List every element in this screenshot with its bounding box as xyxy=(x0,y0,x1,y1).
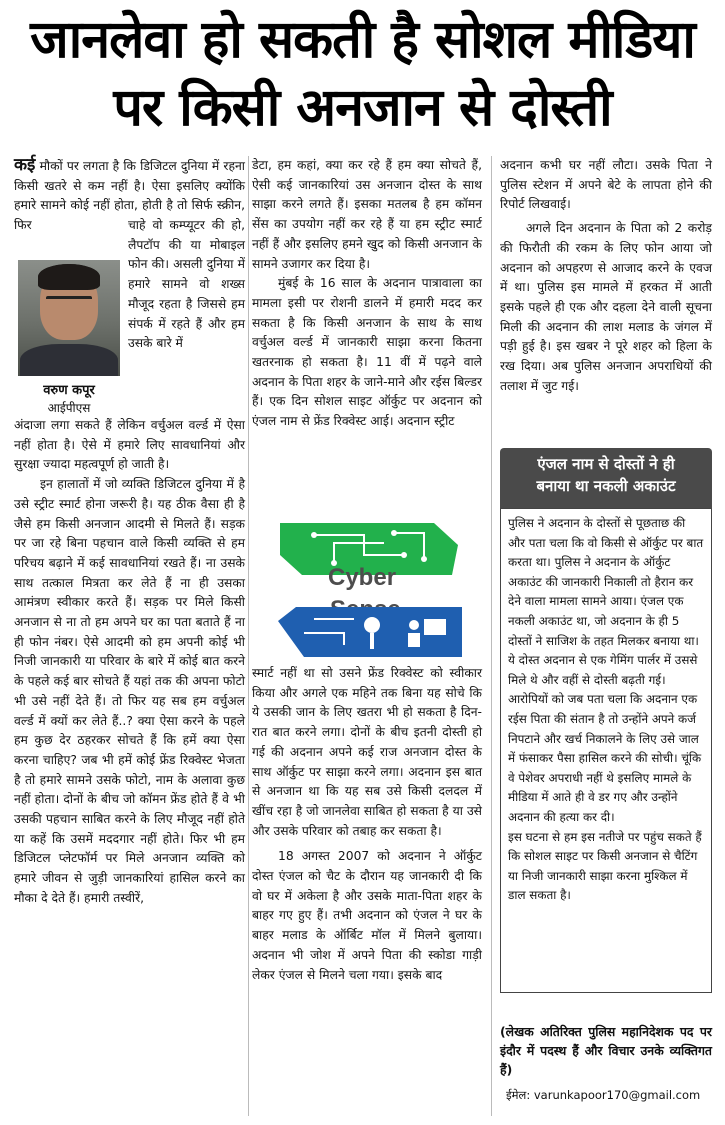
author-name: वरुण कपूर xyxy=(43,383,95,398)
col2-paragraph-1: डेटा, हम कहां, क्या कर रहे हैं हम क्या सोचते हैं, ऐसी कई जानकारियां उस अनजान दोस्त के साथ साझा करने लगते हैं। इसका मतलब है हम कॉमन सेंस का उपयोग नहीं कर रहे हैं या हम स्ट्रीट स्मार्ट नहीं हैं और इसलिए हमने खुद को किसी अनजान के सामने उजागर कर दिया है। xyxy=(252,158,482,271)
sidebar-title-line-2: बनाया था नकली अकाउंट xyxy=(536,477,676,495)
sidebar-paragraph-2: इस घटना से हम इस नतीजे पर पहुंच सकते हैं कि सोशल साइट पर किसी अनजान से चैटिंग या निजी जानकारी साझा करना मुश्किल में डाल सकता है। xyxy=(508,829,702,903)
author-title: आईपीएस xyxy=(47,401,91,415)
column-3-top xyxy=(500,156,712,396)
graphic-word-cyber: Cyber xyxy=(328,564,397,591)
author-email-line xyxy=(506,1088,712,1103)
col1-paragraph-2: इन हालातों में जो व्यक्ति डिजिटल दुनिया में है उसे स्ट्रीट स्मार्ट होना जरूरी है। यह ठीक वैसा ही है जैसे हम किसी अनजान आदमी से मिलते हैं। सड़क पर जा रहे बिना पहचान वाले किसी व्यक्ति से हम परिचय बढ़ाने में कई सावधानियां रखते हैं। ना उसके साथ तत्काल मित्रता कर लेते हैं ना ही उसका आमंत्रण स्वीकार करते हैं। सड़क पर मिले किसी अनजान से ना तो हम अपने घर का पता बताते हैं ना ही फोन नंबर। ऐसे आदमी को हम अपनी कोई भी निजी जानकारी या परिवार के बारे में कोई बात करने के पहले कई बार सोचते हैं यहां तक की अपना फोटो भी उसे नहीं देते हैं। तो फिर यह सब हम वर्चुअल वर्ल्ड में क्यों कर लेते हैं..? क्या ऐसा करने के पहले हम कुछ देर ठहरकर सोचते हैं कि हमें क्या ऐसा करना चाहिए? जब भी हमें कोई फ्रेंड रिक्वेस्ट भेजता है तो हमारे सामने उसके फोटो, नाम के अलावा कुछ नहीं होता। दोनों के बीच जो कॉमन फ्रेंड होते हैं वे भी उसकी पहचान साबित करने के लिए मौजूद नहीं होते या कहें कि उसमें मददगार नहीं होते। फिर भी हम डिजिटल प्लेटफॉर्म पर मिले अनजान व्यक्ति को हमारे जीवन से जुड़ी जानकारियां हासिल करने का मौका दे देते हैं। हमारी तस्वीरें, xyxy=(14,477,245,905)
author-photo xyxy=(18,260,120,376)
col2-paragraph-2: मुंबई के 16 साल के अदनान पात्रावाला का मामला इसी पर रोशनी डालने में हमारी मदद कर सकता है कि किसी अनजान के साथ के साथ वर्चुअल वर्ल्ड में जानकारी साझा करना कितना खतरनाक हो सकता है। 11 वीं में पढ़ने वाले अदनान के पिता शहर के जाने-माने और रईस बिल्डर हैं। एक दिन सोशल साइट ऑर्कुट पर अदनान को एंजल नाम से फ्रेंड रिक्वेस्ट आई। अदनान स्ट्रीट xyxy=(252,276,482,429)
col1-wrap-paragraph: चाहे वो कम्प्यूटर की हो, लैपटॉप की या मोबाइल फोन की। असली दुनिया में हमारे सामने वो शख्स मौजूद रहता है जिससे हम संपर्क में रहते हैं और हम उसके बारे में xyxy=(128,218,245,351)
col1-after-wrap: अंदाजा लगा सकते हैं लेकिन वर्चुअल वर्ल्ड में ऐसा नहीं होता है। ऐसे में हमारे लिए सावधानियां और सुरक्षा ज्यादा महत्वपूर्ण हो जाती है। xyxy=(14,418,245,472)
author-footnote: (लेखक अतिरिक्त पुलिस महानिदेशक पद पर इंदौर में पदस्थ हैं और विचार उनके व्यक्तिगत हैं) xyxy=(500,1024,712,1077)
column-2-bottom xyxy=(252,664,482,985)
col3-paragraph-1: अदनान कभी घर नहीं लौटा। उसके पिता ने पुलिस स्टेशन में अपने बेटे के लापता होने की रिपोर्ट लिखवाई। xyxy=(500,158,712,212)
sidebar-text xyxy=(508,514,704,906)
col3-paragraph-2: अगले दिन अदनान के पिता को 2 करोड़ की फिरौती की रकम के लिए फोन आया जो अदनान को अपहरण से आजाद करने के एवज में था। पुलिस इस मामले में हरकत में आती इसके पहले ही एक और दहला देने वाली सूचना मिली की अदनान की लाश मलाड के जंगल में पड़ी हुई है। इस खबर ने पूरे शहर को हिला के रख दिया। अब पुलिस अनजान अपराधियों की तलाश में जुट गई। xyxy=(500,221,712,393)
column-2-top xyxy=(252,156,482,432)
email-address[interactable]: varunkapoor170@gmail.com xyxy=(533,1088,701,1102)
sidebar-title xyxy=(500,448,712,508)
email-label: ईमेल: xyxy=(506,1088,531,1102)
column-divider xyxy=(248,156,249,1116)
col2-paragraph-3: स्मार्ट नहीं था सो उसने फ्रेंड रिक्वेस्ट को स्वीकार किया और अगले एक महिने तक बिना यह सोचे कि ये उसकी जान के लिए खतरा भी हो सकता है दिन-रात बात करने लगा। दोनों के बीच इतनी दोस्ती हो गई की अदनान अपने कई राज अनजान दोस्त के साथ ऑर्कुट पर साझा करने लगा। अदनान इस बात से अनजान था कि यह सब उसे किसी दलदल में खींच रहा है जो जानलेवा साबित हो सकता है या उसे और उसके परिवार को तबाह कर सकता है। xyxy=(252,666,482,838)
column-1-wrap-text xyxy=(128,216,245,354)
col2-paragraph-4: 18 अगस्त 2007 को अदनान ने ऑर्कुट दोस्त एंजल को चैट के दौरान यह जानकारी दी कि वो घर में अकेला है और उसके माता-पिता शहर के बाहर गए हुए हैं। तभी अदनान को एंजल ने घर के बाहर मलाड के ऑर्बिट मॉल में मिलने बुलाया। अदनान भी जोश में अपने पिता की स्कोडा गाड़ी लेकर एंजल से मिलने चला गया। इसके बाद xyxy=(252,849,482,982)
sidebar-paragraph-1: पुलिस ने अदनान के दोस्तों से पूछताछ की और पता चला कि वो किसी से ऑर्कुट पर बात करता था। पुलिस ने अदनान के ऑर्कुट अकाउंट की जानकारी निकाली तो हैरान कर देने वाला मामला सामने आया। एंजल एक नकली अकाउंट था, जो अदनान के ही 5 दोस्तों ने साजिश के तहत मिलकर बनाया था। ये दोस्त अदनान से एक गेमिंग पार्लर में उससे मिले थे और वहीं से दोस्ती बढ़ती गई। आरोपियों को जब पता चला कि अदनान एक रईस पिता की संतान है तो उन्होंने अपने कर्ज निपटाने और खर्च निकालने के लिए उसे जाल में फंसाकर पैसा हासिल करने की सोची। चूंकि वे पेशेवर अपराधी नहीं थे इसलिए मामले के मीडिया में आते ही वे डर गए और उन्होंने अदनान की हत्या कर दी। xyxy=(508,516,704,824)
headline-line-2: पर किसी अनजान से दोस्ती xyxy=(113,78,612,138)
sidebar-title-line-1: एंजल नाम से दोस्तों ने ही xyxy=(537,455,675,473)
col1-intro-text: मौकों पर लगता है कि डिजिटल दुनिया में रहना किसी खतरे से कम नहीं है। ऐसा इसलिए क्योंकि हमारे सामने कोई नहीं होता, होती है तो सिर्फ स्क्रीन, फिर xyxy=(14,159,245,233)
column-divider xyxy=(491,156,492,1116)
column-1-bottom xyxy=(14,418,245,909)
cyber-sense-graphic xyxy=(274,515,466,661)
dropcap: कई xyxy=(14,155,36,175)
headline-line-1: जानलेवा हो सकती है सोशल मीडिया xyxy=(30,10,695,70)
headline xyxy=(8,6,717,142)
